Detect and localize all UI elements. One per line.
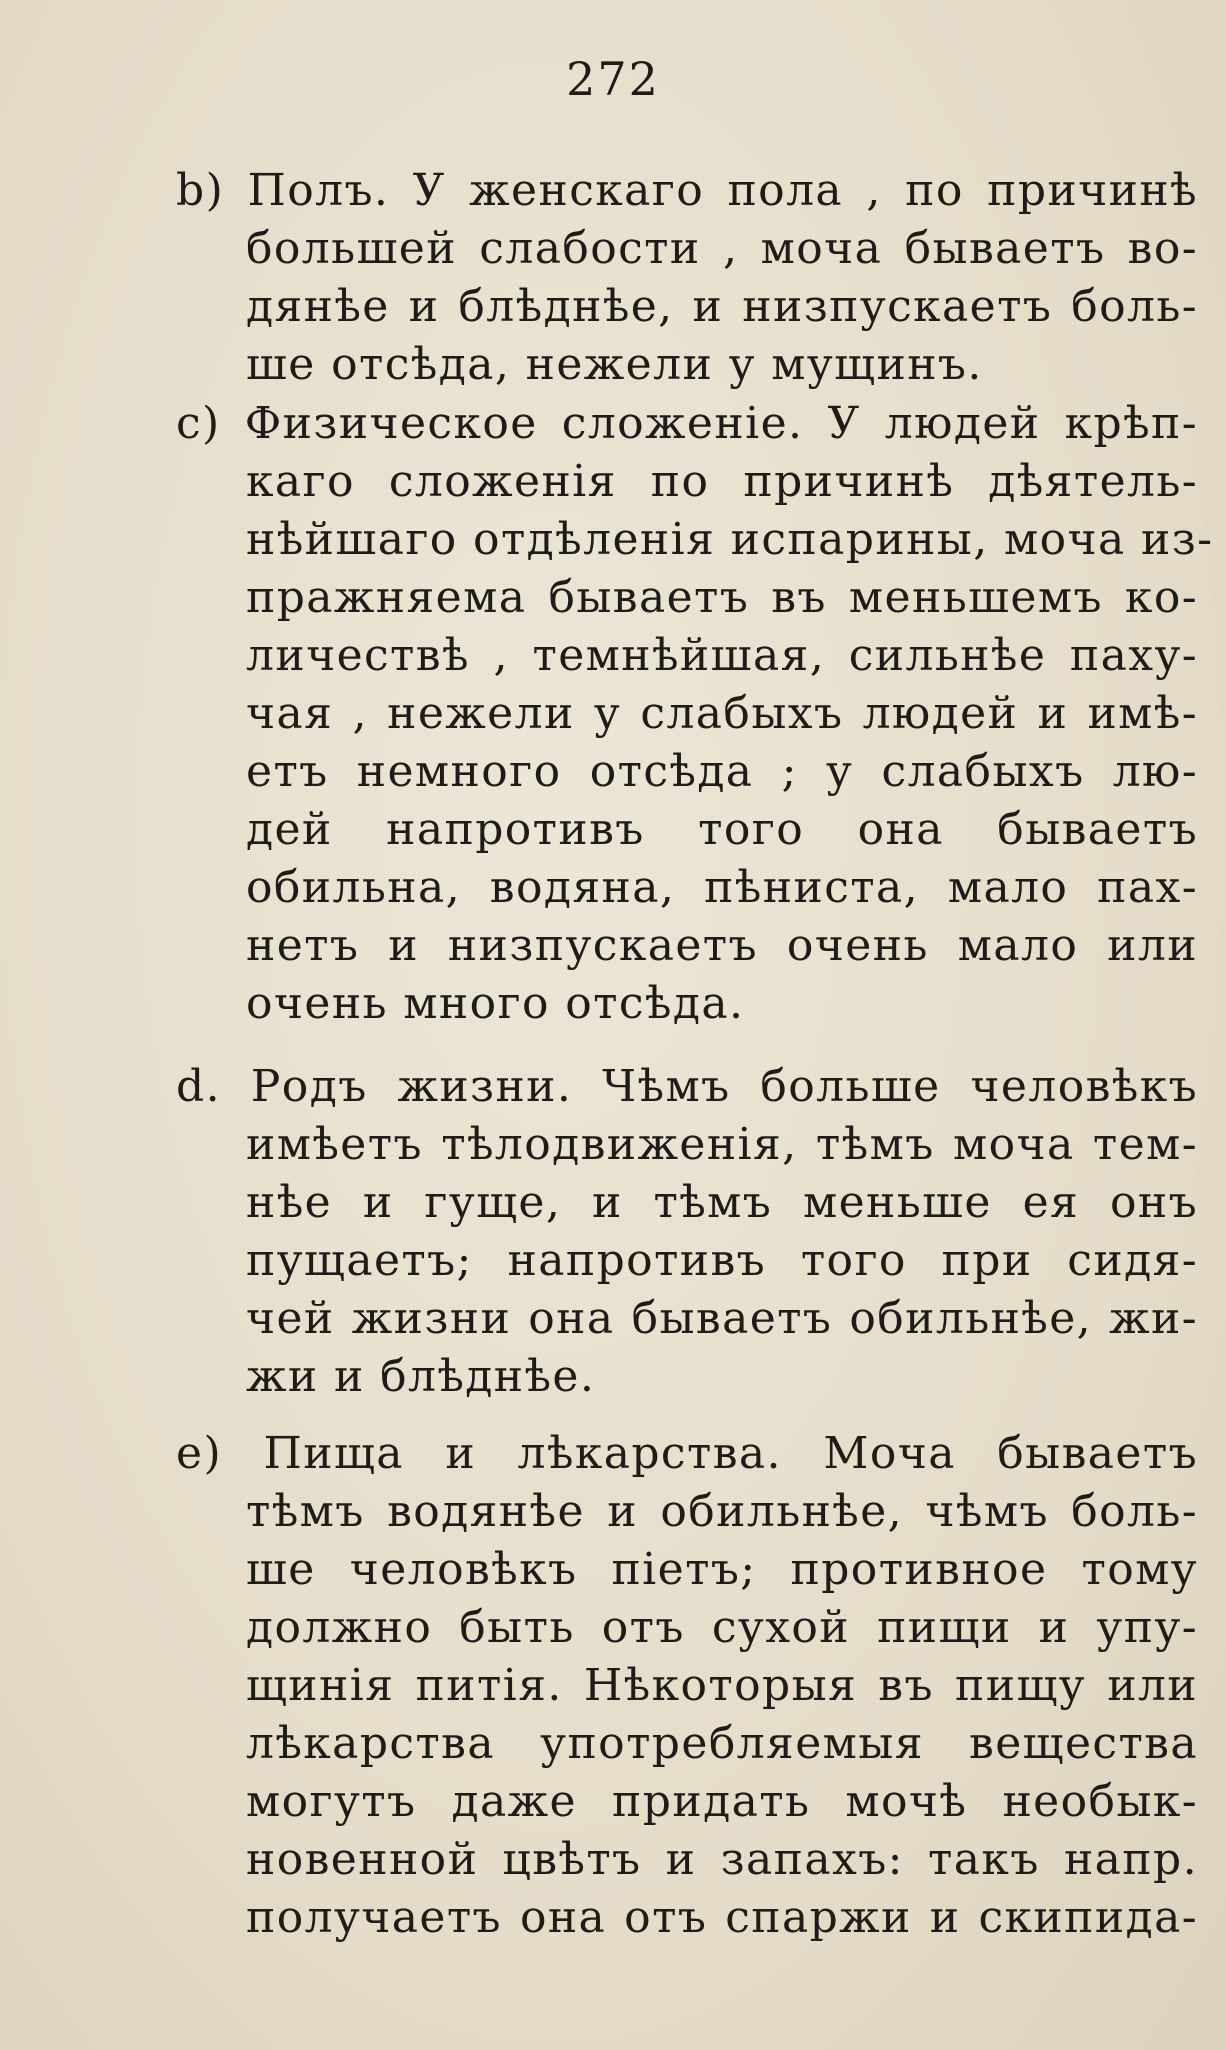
text-line: жи и блѣднѣе. xyxy=(246,1351,596,1402)
text-line: ше человѣкъ піетъ; противное тому xyxy=(246,1544,1198,1595)
text-line: могутъ даже придать мочѣ необык- xyxy=(246,1776,1198,1827)
text-line: етъ немного отсѣда ; у слабыхъ лю- xyxy=(246,746,1198,797)
text-line: щинія питія. Нѣкоторыя въ пищу или xyxy=(246,1660,1198,1711)
text-line: c) Физическое сложеніе. У людей крѣп- xyxy=(176,398,1198,449)
text-line: нѣе и гуще, и тѣмъ меньше ея онъ xyxy=(246,1177,1198,1228)
text-line: нетъ и низпускаетъ очень мало или xyxy=(246,920,1198,971)
text-line: каго сложенія по причинѣ дѣятель- xyxy=(246,456,1198,507)
text-line: очень много отсѣда. xyxy=(246,978,745,1029)
text-line: дей напротивъ того она бываетъ xyxy=(246,804,1198,855)
text-line: пущаетъ; напротивъ того при сидя- xyxy=(246,1235,1198,1286)
text-line: обильна, водяна, пѣниста, мало пах- xyxy=(246,862,1198,913)
text-line: должно быть отъ сухой пищи и упу- xyxy=(246,1602,1198,1653)
text-line: e) Пища и лѣкарства. Моча бываетъ xyxy=(176,1428,1198,1479)
text-line: чая , нежели у слабыхъ людей и имѣ- xyxy=(246,688,1198,739)
text-line: нѣйшаго отдѣленія испарины, моча из- xyxy=(246,514,1214,565)
page-number: 272 xyxy=(566,52,660,106)
text-line: лѣкарства употребляемыя вещества xyxy=(246,1718,1198,1769)
text-line: новенной цвѣтъ и запахъ: такъ напр. xyxy=(246,1834,1198,1885)
text-line: чей жизни она бываетъ обильнѣе, жи- xyxy=(246,1293,1198,1344)
text-line: ше отсѣда, нежели у мущинъ. xyxy=(246,339,983,390)
text-line: получаетъ она отъ спаржи и скипида- xyxy=(246,1892,1198,1943)
text-line: дянѣе и блѣднѣе, и низпускаетъ боль- xyxy=(246,281,1198,332)
text-line: пражняема бываетъ въ меньшемъ ко- xyxy=(246,572,1198,623)
text-line: тѣмъ водянѣе и обильнѣе, чѣмъ боль- xyxy=(246,1486,1198,1537)
text-line: b) Полъ. У женскаго пола , по причинѣ xyxy=(176,165,1198,216)
text-line: имѣетъ тѣлодвиженія, тѣмъ моча тем- xyxy=(246,1119,1198,1170)
text-line: d. Родъ жизни. Чѣмъ больше человѣкъ xyxy=(176,1061,1198,1112)
text-line: большей слабости , моча бываетъ во- xyxy=(246,223,1198,274)
text-line: личествѣ , темнѣйшая, сильнѣе паху- xyxy=(246,630,1198,681)
